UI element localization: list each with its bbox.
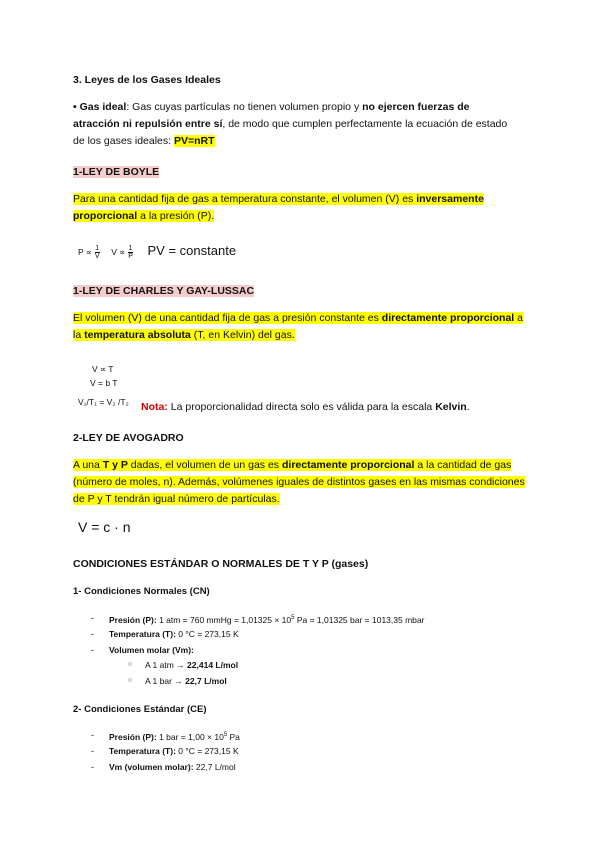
boyle-formula: PV = constante <box>147 243 237 258</box>
intro-emphasis: no ejercen fuerzas de atracción ni repulsión entre sí <box>73 101 470 130</box>
charles-emphasis-1: directamente proporcional <box>381 312 515 324</box>
cn-temperature: Temperatura (T): 0 °C = 273,15 K <box>109 629 239 639</box>
dash-marker: - <box>91 762 94 772</box>
avogadro-paragraph <box>73 457 528 508</box>
cn-vm-atm: A 1 atm → 22,414 L/mol <box>145 660 239 670</box>
cn-molar-volume: Volumen molar (Vm): <box>109 645 194 655</box>
avogadro-text-2: dadas, el volumen de un gas es <box>127 459 282 471</box>
note-label: Nota: <box>141 401 168 413</box>
charles-eq-2: V = b T <box>90 378 118 388</box>
bullet: • <box>73 101 77 113</box>
circle-marker: ○ <box>128 677 133 684</box>
avogadro-emphasis-1: T y P <box>102 459 128 471</box>
cn-title: 1- Condiciones Normales (CN) <box>73 586 210 597</box>
avogadro-text-1: A una <box>73 459 103 471</box>
dash-marker: - <box>91 730 94 740</box>
boyle-paragraph <box>73 191 513 225</box>
boyle-formulas <box>78 242 236 261</box>
charles-text-3: (T, en Kelvin) del gas. <box>190 329 295 341</box>
boyle-proportion-1: P ∝ <box>78 247 92 257</box>
boyle-heading-text: 1-LEY DE BOYLE <box>73 166 160 178</box>
charles-emphasis-2: temperatura absoluta <box>84 329 191 341</box>
charles-text-1: El volumen (V) de una cantidad fija de gas a presión constante es <box>73 312 382 324</box>
ce-temperature: Temperatura (T): 0 °C = 273,15 K <box>109 746 239 756</box>
charles-paragraph <box>73 310 533 344</box>
ce-title: 2- Condiciones Estándar (CE) <box>73 704 207 715</box>
ce-molar-volume: Vm (volumen molar): 22,7 L/mol <box>109 762 236 772</box>
charles-heading <box>73 283 254 300</box>
circle-marker: ○ <box>128 661 133 668</box>
note-text: La proporcionalidad directa solo es válida para la escala <box>167 401 436 413</box>
intro-text-1: : Gas cuyas partículas no tienen volumen propio y <box>126 101 363 113</box>
boyle-fraction-1: $\frac{1}{V}$ <box>94 244 100 260</box>
ce-pressure: Presión (P): 1 bar = $1,00 \times 10^5$ Pa <box>109 731 240 742</box>
conditions-heading: CONDICIONES ESTÁNDAR O NORMALES DE T Y P (gases) <box>73 558 369 570</box>
avogadro-heading: 2-LEY DE AVOGADRO <box>73 432 184 444</box>
intro-text-2: , de modo que cumplen perfectamente la ecuación de estado de los gases ideales: <box>73 118 508 147</box>
dash-marker: - <box>91 746 94 756</box>
section-title: 3. Leyes de los Gases Ideales <box>73 74 221 86</box>
charles-heading-text: 1-LEY DE CHARLES Y GAY-LUSSAC <box>73 285 255 297</box>
boyle-text-2: a la presión (P). <box>137 210 215 222</box>
dash-marker: - <box>91 613 94 623</box>
cn-vm-bar: A 1 bar → 22,7 L/mol <box>145 676 227 686</box>
boyle-text-1: Para una cantidad fija de gas a temperatura constante, el volumen (V) es <box>73 193 417 205</box>
charles-note: Nota: La proporcionalidad directa solo es válida para la escala Kelvin. <box>141 401 470 413</box>
boyle-emphasis: inversamente proporcional <box>73 193 484 222</box>
avogadro-formula: V = c · n <box>78 519 131 535</box>
intro-paragraph <box>73 99 513 150</box>
avogadro-emphasis-2: directamente proporcional <box>281 459 415 471</box>
dash-marker: - <box>91 629 94 639</box>
dash-marker: - <box>91 645 94 655</box>
term-gas-ideal: Gas ideal <box>79 101 127 113</box>
charles-text-2: a la <box>73 312 523 341</box>
boyle-heading <box>73 164 159 181</box>
note-emphasis: Kelvin <box>435 401 467 413</box>
boyle-proportion-2: V ∝ <box>111 247 126 257</box>
charles-eq-1: V ∝ T <box>92 364 114 374</box>
boyle-fraction-2: $\frac{1}{P}$ <box>128 244 133 260</box>
ideal-gas-equation: PV=nRT <box>173 135 215 147</box>
charles-eq-3: V₁/T₁ = V₂ /T₂ <box>78 397 129 407</box>
avogadro-text-3: a la cantidad de gas (número de moles, n). Además, volúmenes iguales de distintos gases en las mismas condiciones de P y T tendrán igual número de partículas. <box>73 459 525 505</box>
cn-pressure: Presión (P): 1 atm = 760 mmHg = $1,01325 \times 10^5$ Pa = 1,01325 bar = 1013,35 mbar <box>109 614 425 625</box>
